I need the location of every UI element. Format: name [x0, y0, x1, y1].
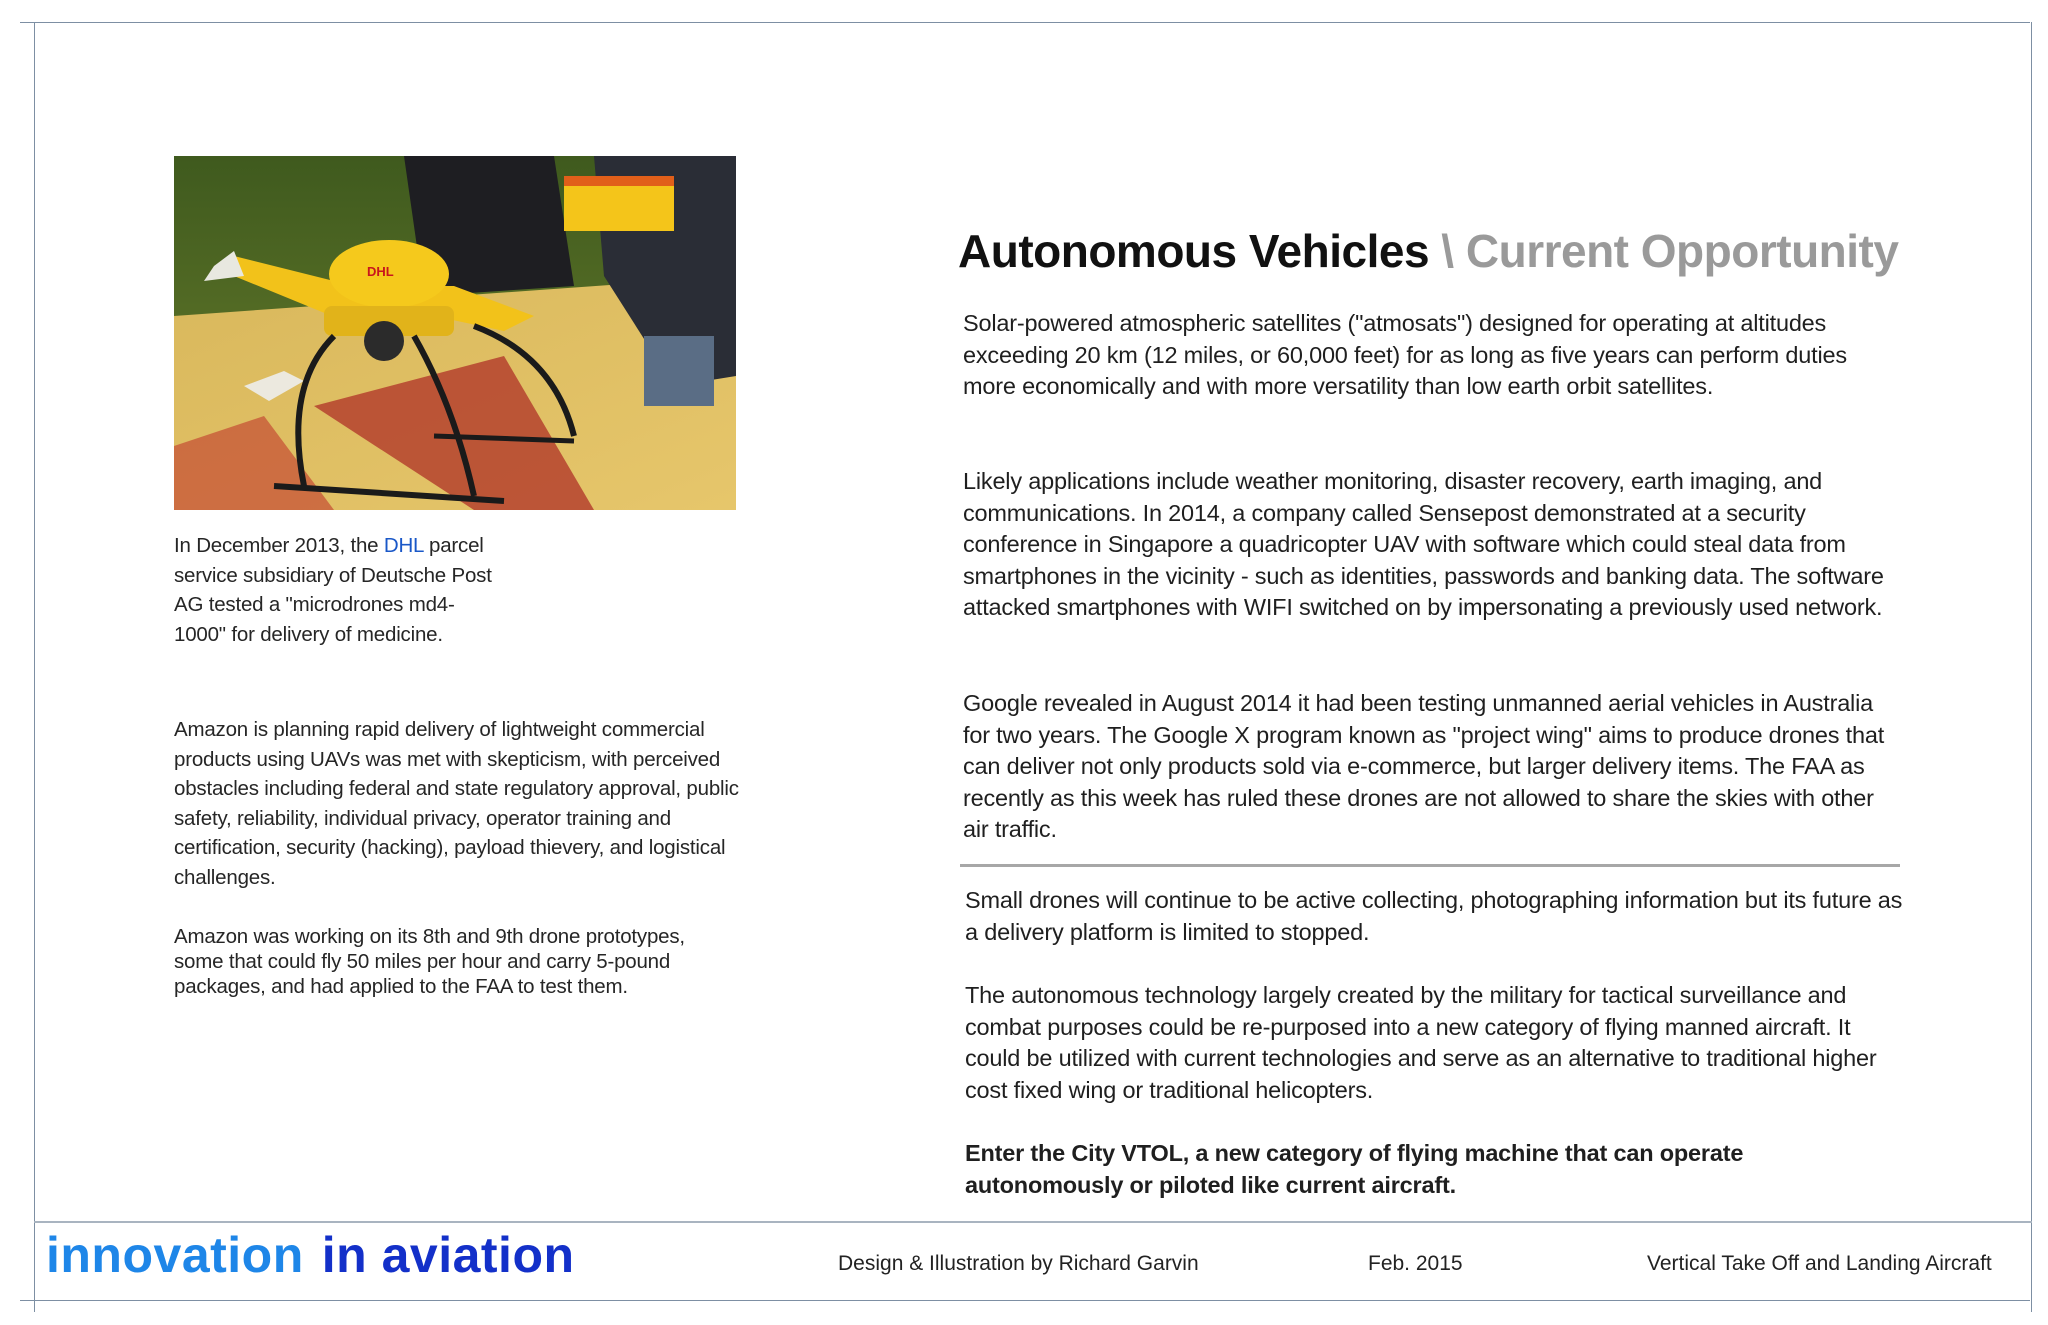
dhl-parcelcopter-drone-photo-icon [174, 156, 736, 510]
frame-left-line [34, 22, 35, 1312]
page-title [958, 224, 1898, 278]
drone-dhl-label: DHL [367, 264, 394, 279]
caption-text-start: In December 2013, the [174, 534, 384, 557]
footer-credit: Design & Illustration by Richard Garvin [838, 1252, 1199, 1275]
title-sub: \ Current Opportunity [1429, 225, 1899, 277]
frame-top-line [20, 22, 2030, 23]
footer-subtitle: Vertical Take Off and Landing Aircraft [1647, 1252, 1992, 1275]
amazon-paragraph-2: Amazon was working on its 8th and 9th drone prototypes, some that could fly 50 miles per hour and carry 5-pound packages, and had applied to the FAA to test them. [174, 925, 685, 998]
city-vtol-paragraph: Enter the City VTOL, a new category of flying machine that can operate autonomously or piloted like current aircraft. [965, 1140, 1744, 1198]
title-main: Autonomous Vehicles [958, 225, 1430, 277]
frame-right-line [2031, 22, 2032, 1312]
drone-photo [174, 156, 736, 510]
atmosats-paragraph: Solar-powered atmospheric satellites ("atmosats") designed for operating at altitudes exceeding 20 km (12 miles, or 60,000 feet) for as long as five years can perform duties more economically and with more versatility than low earth orbit satellites. [963, 310, 1847, 400]
frame-bottom-line [20, 1300, 2030, 1301]
brand-innovation: innovation [46, 1227, 304, 1283]
amazon-paragraph-1: Amazon is planning rapid delivery of lightweight commercial products using UAVs was met with skepticism, with perceived obstacles including federal and state regulatory approval, public safety, reliability, individual privacy, operator training and certification, security (hacking), payload thievery, and logistical challenges. [174, 718, 739, 889]
photo-caption [174, 531, 494, 649]
brand-in-aviation: in aviation [321, 1227, 575, 1283]
applications-paragraph: Likely applications include weather monitoring, disaster recovery, earth imaging, and communications. In 2014, a company called Sensepost demonstrated at a security conference in Singapore a quadricopter UAV with software which could steal data from smartphones in the vicinity - such as identities, passwords and banking data. The software attacked smartphones with WIFI switched on by impersonating a previously used network. [963, 468, 1884, 621]
footer-date: Feb. 2015 [1368, 1252, 1463, 1275]
dhl-link[interactable]: DHL [383, 534, 424, 557]
google-paragraph: Google revealed in August 2014 it had been testing unmanned aerial vehicles in Australia for two years. The Google X program known as "project wing" aims to produce drones that can deliver not only products sold via e-commerce, but larger delivery items. The FAA as recently as this week has ruled these drones are not allowed to share the skies with other air traffic. [963, 690, 1885, 843]
small-drones-paragraph: Small drones will continue to be active collecting, photographing information but its future as a delivery platform is limited to stopped. [965, 887, 1903, 945]
footer-divider [34, 1221, 2032, 1223]
caption-text-end: parcel service subsidiary of Deutsche Post AG tested a "microdrones md4-1000" for delivery of medicine. [174, 534, 492, 646]
section-divider [960, 864, 1900, 867]
autonomous-technology-paragraph: The autonomous technology largely created by the military for tactical surveillance and combat purposes could be re-purposed into a new category of flying manned aircraft. It could be utilized with current technologies and serve as an alternative to traditional higher cost fixed wing or traditional helicopters. [965, 982, 1877, 1103]
brand-logo [46, 1226, 575, 1284]
